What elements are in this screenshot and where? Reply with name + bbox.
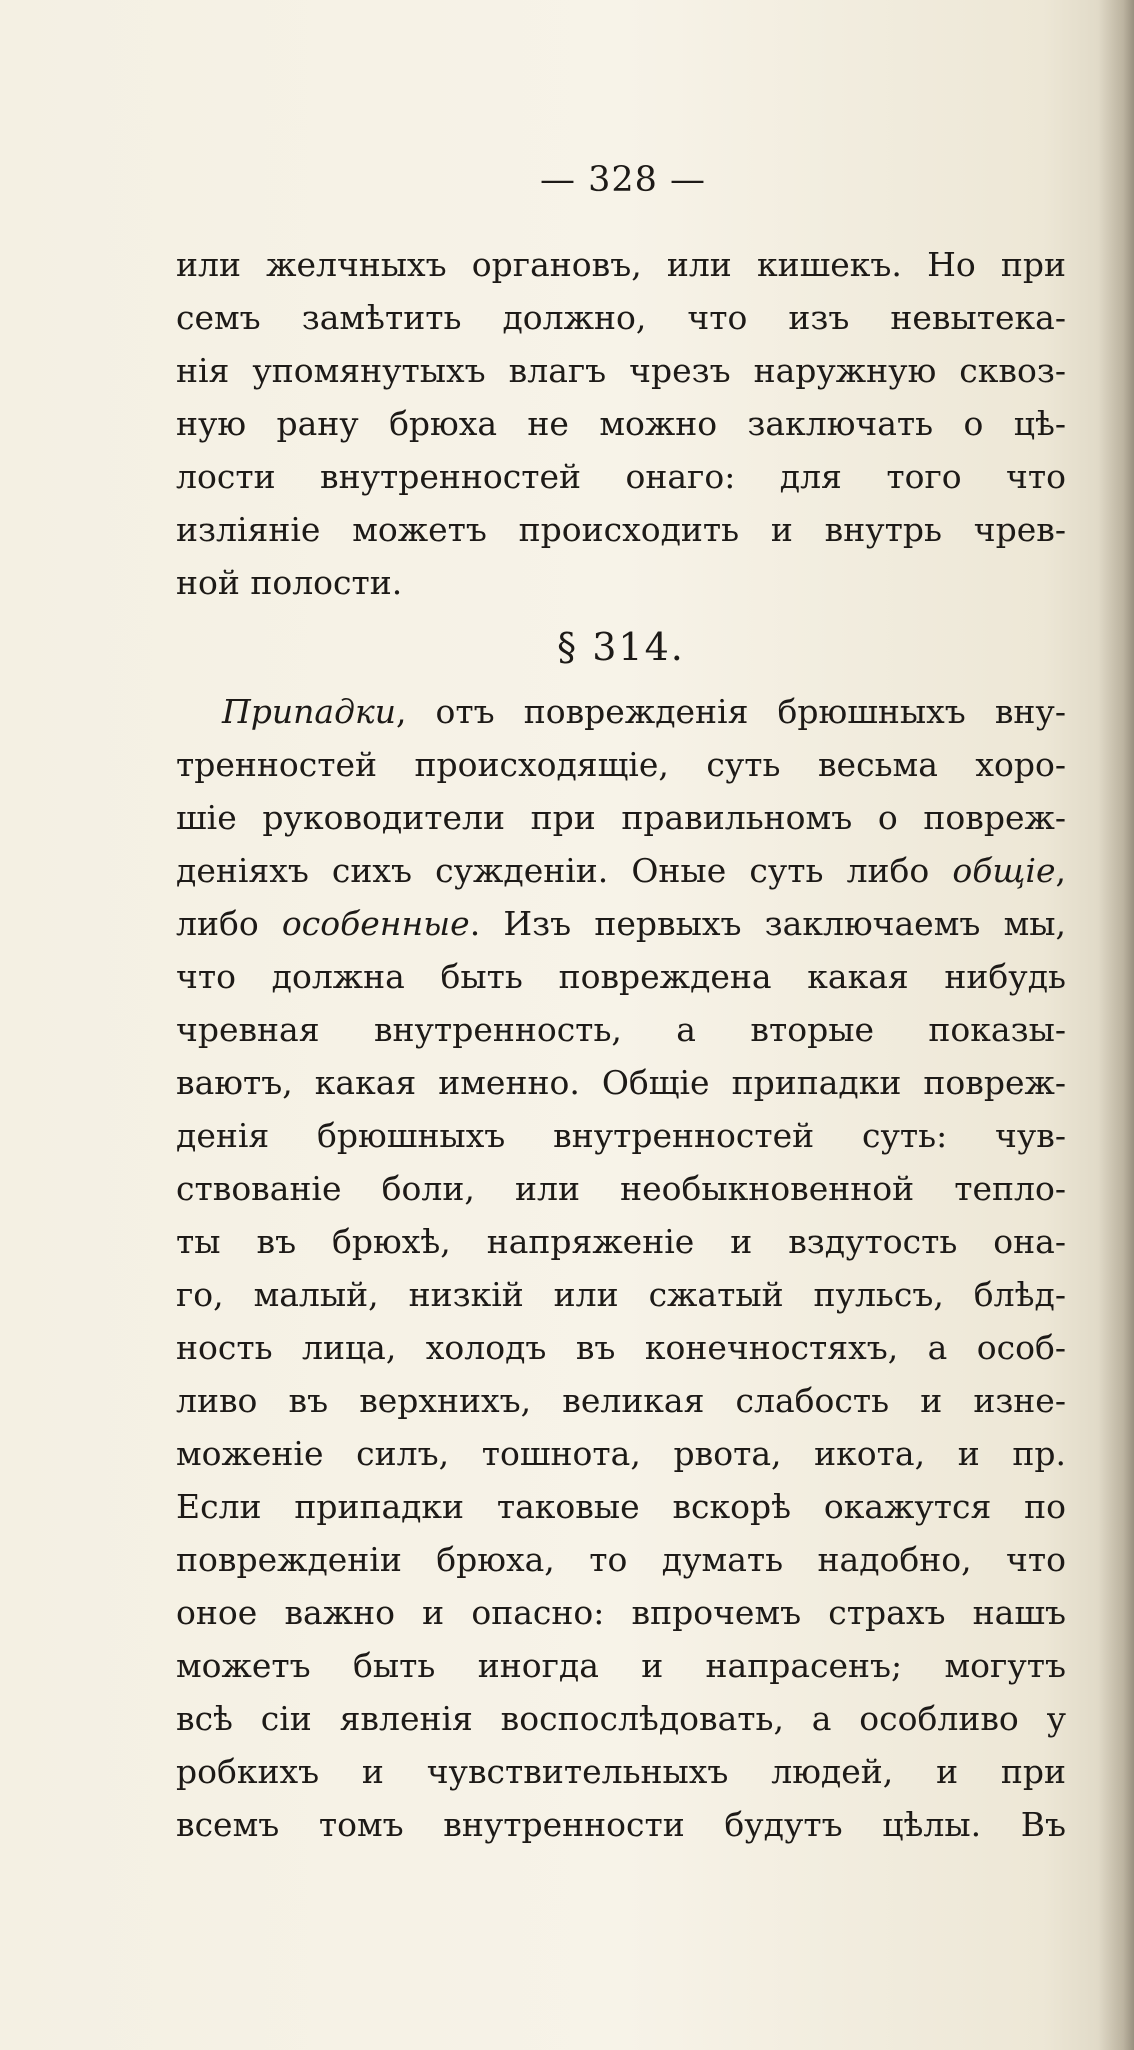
text-fragment: , отъ поврежденія брюшныхъ вну- bbox=[395, 692, 1066, 731]
italic-term: особенные bbox=[281, 904, 470, 943]
text-fragment: деніяхъ сихъ сужденіи. Оные суть либо bbox=[176, 851, 953, 890]
text-line: или желчныхъ органовъ, или кишекъ. Но при bbox=[176, 245, 1066, 284]
text-line: нія упомянутыхъ влагъ чрезъ наружную сквоз- bbox=[176, 351, 1066, 390]
text-line: денія брюшныхъ внутренностей суть: чув- bbox=[176, 1116, 1066, 1155]
text-line: можетъ быть иногда и напрасенъ; могутъ bbox=[176, 1646, 1066, 1685]
text-line: ствованіе боли, или необыкновенной теплo- bbox=[176, 1169, 1066, 1208]
text-line: всѣ сіи явленія воспослѣдовать, а особливо у bbox=[176, 1699, 1066, 1738]
text-line: моженіе силъ, тошнота, рвота, икота, и пр. bbox=[176, 1434, 1066, 1473]
text-line: ной полости. bbox=[176, 563, 403, 602]
text-line: семъ замѣтить должно, что изъ невытека- bbox=[176, 298, 1066, 337]
italic-term: Припадки bbox=[222, 692, 396, 731]
text-line: ную рану брюха не можно заключать о цѣ- bbox=[176, 404, 1066, 443]
text-line: робкихъ и чувствительныхъ людей, и при bbox=[176, 1752, 1066, 1791]
text-fragment: . Изъ первыхъ заключаемъ мы, bbox=[469, 904, 1066, 943]
text-line: ливо въ верхнихъ, великая слабость и изне- bbox=[176, 1381, 1066, 1420]
text-fragment: , bbox=[1055, 851, 1066, 890]
text-line: лости внутренностей онаго: для того что bbox=[176, 457, 1066, 496]
text-line: шіе руководители при правильномъ о повреж- bbox=[176, 798, 1066, 837]
page-edge-shadow bbox=[1098, 0, 1134, 2050]
text-line: всемъ томъ внутренности будутъ цѣлы. Въ bbox=[176, 1805, 1066, 1844]
text-line: чревная внутренность, а вторые показы- bbox=[176, 1010, 1066, 1049]
text-line: го, малый, низкій или сжатый пульсъ, блѣд- bbox=[176, 1275, 1066, 1314]
section-heading: § 314. bbox=[557, 625, 685, 669]
page-number: — 328 — bbox=[539, 160, 707, 200]
text-line: что должна быть повреждена какая нибудь bbox=[176, 957, 1066, 996]
text-line: ность лица, холодъ въ конечностяхъ, а особ- bbox=[176, 1328, 1066, 1367]
text-line bbox=[176, 844, 1066, 897]
text-fragment: либо bbox=[176, 904, 282, 943]
text-line: оное важно и опасно: впрочемъ страхъ нашъ bbox=[176, 1593, 1066, 1632]
text-line bbox=[176, 685, 1066, 738]
text-line: поврежденіи брюха, то думать надобно, что bbox=[176, 1540, 1066, 1579]
text-line bbox=[176, 897, 1066, 950]
text-line: ваютъ, какая именно. Общіе припадки повреж- bbox=[176, 1063, 1066, 1102]
text-line: ты въ брюхѣ, напряженіе и вздутость она- bbox=[176, 1222, 1066, 1261]
text-line: Если припадки таковые вскорѣ окажутся по bbox=[176, 1487, 1066, 1526]
text-line: изліяніе можетъ происходить и внутрь чрев- bbox=[176, 510, 1066, 549]
text-line: тренностей происходящіе, суть весьма хоро- bbox=[176, 745, 1066, 784]
body-text bbox=[176, 238, 1066, 1851]
italic-term: общіе bbox=[952, 851, 1056, 890]
